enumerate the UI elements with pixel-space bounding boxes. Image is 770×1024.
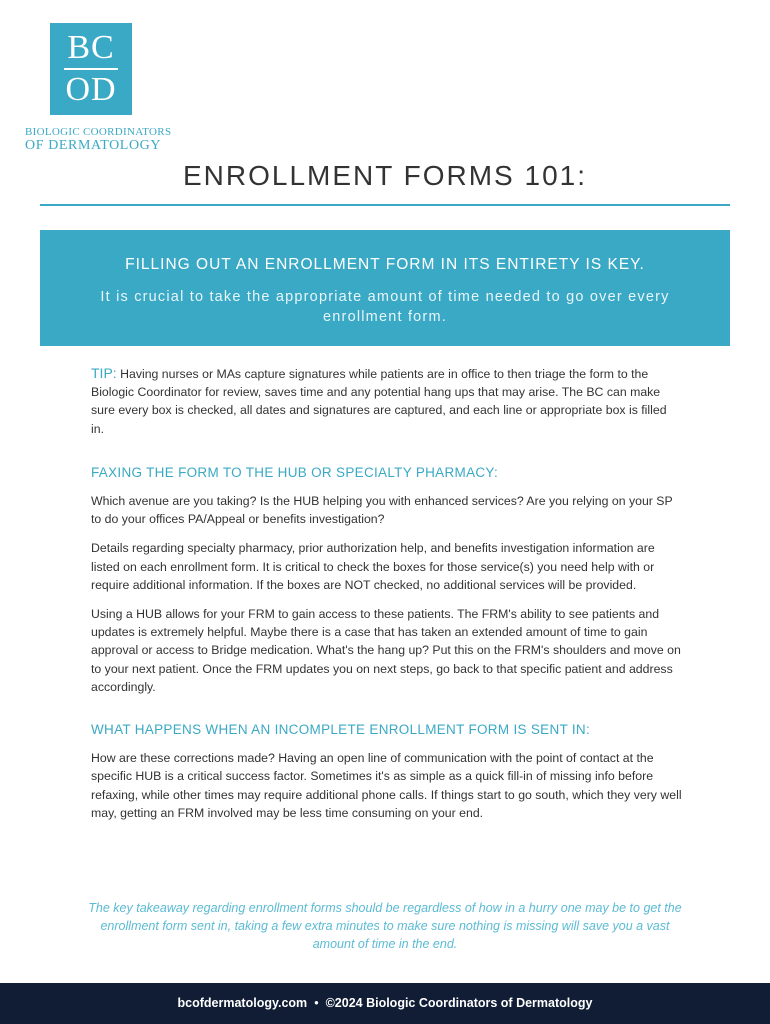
faxing-paragraph-1: Which avenue are you taking? Is the HUB helping you with enhanced services? Are you relying on your SP to do your offices PA/Appeal or benefits investigation? [91,494,673,527]
key-takeaway: The key takeaway regarding enrollment forms should be regardless of how in a hurry one may be to get the enrollment form sent in, taking a few extra minutes to make sure nothing is missing will save you a vast amount of time in the end. [88,901,682,951]
logo-name-line2: OF DERMATOLOGY [25,138,162,153]
logo-divider [64,68,118,70]
section-heading-incomplete: WHAT HAPPENS WHEN AN INCOMPLETE ENROLLMENT FORM IS SENT IN: [91,722,591,738]
banner-subheading: It is crucial to take the appropriate amount of time needed to go over every enrollment form. [100,289,670,325]
main-content [91,364,682,833]
page-title: ENROLLMENT FORMS 101: [182,160,588,191]
logo-name-line1: BIOLOGIC COORDINATORS [25,126,172,138]
section-heading-faxing: FAXING THE FORM TO THE HUB OR SPECIALTY PHARMACY: [91,464,499,480]
faxing-paragraph-2: Details regarding specialty pharmacy, prior authorization help, and benefits investigation information are listed on each enrollment form. It is critical to check the boxes for those service(s) you need help with or require additional information. If the boxes are NOT checked, no additional services will be provided. [91,541,655,592]
footer-copyright: ©2024 Biologic Coordinators of Dermatology [325,996,593,1010]
logo-mark-bottom: OD [65,71,117,108]
incomplete-paragraph-1: How are these corrections made? Having an open line of communication with the point of contact at the specific HUB is a critical success factor. Sometimes it's as simple as a quick fill-in of missing info before refaxing, while other times may require additional phone calls. If things start to go south, which they very well may, getting an FRM involved may be less time consuming on your end. [91,751,682,820]
footer-website-link[interactable]: bcofdermatology.com [177,996,308,1010]
tip-paragraph [91,364,682,438]
tip-text: Having nurses or MAs capture signatures while patients are in office to then triage the form to the Biologic Coordinator for review, saves time and any potential hang ups that may arise. The BC can make sure every box is checked, all dates and signatures are captured, and each line or appropriate box is filled in. [91,367,667,436]
faxing-paragraph-3: Using a HUB allows for your FRM to gain access to these patients. The FRM's ability to see patients and updates is extremely helpful. Maybe there is a case that has taken an extended amount of time to gain approval or access to Bridge medication. What's the hang up? Put this on the FRM's shoulders and move on to your next patient. Once the FRM updates you on next steps, go back to that specific patient and address accordingly. [91,607,681,694]
footer-separator: • [314,996,319,1010]
footer-bar [0,983,770,1024]
logo-mark [50,23,132,115]
logo-wordmark [25,125,171,153]
title-divider [40,204,730,206]
banner-heading: FILLING OUT AN ENROLLMENT FORM IN ITS ENTIRETY IS KEY. [125,256,645,273]
logo-mark-top: BC [67,29,115,66]
key-banner [40,230,730,346]
tip-label: TIP: [91,365,117,381]
